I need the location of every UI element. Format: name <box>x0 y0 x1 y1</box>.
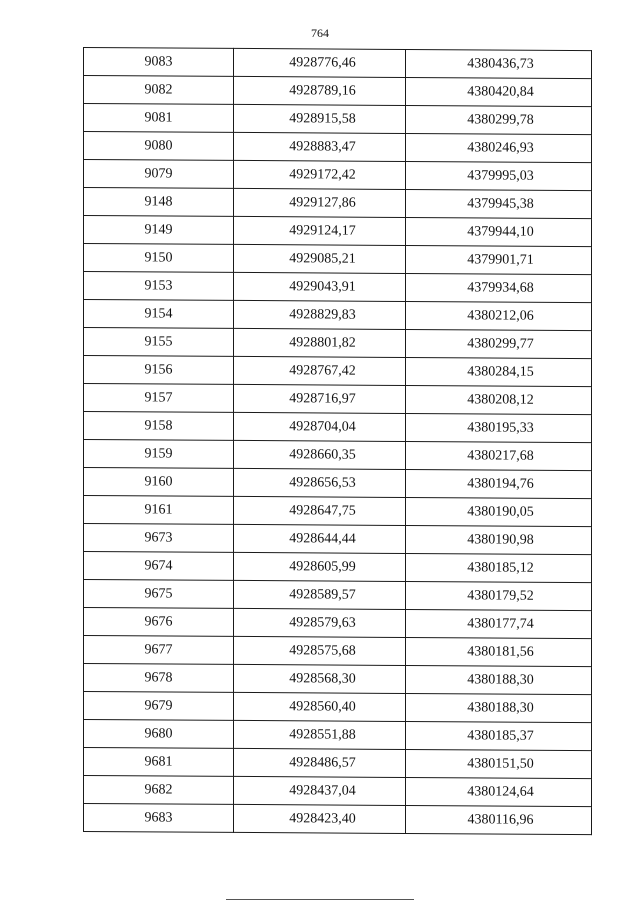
point-id-cell: 9150 <box>84 244 234 273</box>
point-id-cell: 9157 <box>84 384 234 413</box>
table-row <box>84 328 592 359</box>
point-id-cell: 9158 <box>84 412 234 441</box>
y-coordinate-cell: 4380217,68 <box>406 441 592 470</box>
point-id-cell: 9675 <box>84 580 234 609</box>
table-row <box>84 104 592 135</box>
table-row <box>84 188 592 219</box>
table-row <box>84 440 592 471</box>
y-coordinate-cell: 4380185,12 <box>406 553 592 582</box>
table-row <box>84 664 592 695</box>
x-coordinate-cell: 4928551,88 <box>234 720 406 749</box>
table-row <box>84 776 592 807</box>
point-id-cell: 9681 <box>84 748 234 777</box>
table-row <box>84 76 592 107</box>
point-id-cell: 9148 <box>84 188 234 217</box>
point-id-cell: 9674 <box>84 552 234 581</box>
point-id-cell: 9673 <box>84 524 234 553</box>
y-coordinate-cell: 4380299,77 <box>406 329 592 358</box>
y-coordinate-cell: 4380420,84 <box>406 77 592 106</box>
y-coordinate-cell: 4379934,68 <box>406 273 592 302</box>
table-row <box>84 384 592 415</box>
y-coordinate-cell: 4379945,38 <box>406 189 592 218</box>
x-coordinate-cell: 4928660,35 <box>234 440 406 469</box>
table-row <box>84 804 592 835</box>
x-coordinate-cell: 4928644,44 <box>234 524 406 553</box>
y-coordinate-cell: 4380299,78 <box>406 105 592 134</box>
point-id-cell: 9155 <box>84 328 234 357</box>
table-row <box>84 636 592 667</box>
point-id-cell: 9683 <box>84 804 234 833</box>
x-coordinate-cell: 4928915,58 <box>234 104 406 133</box>
point-id-cell: 9160 <box>84 468 234 497</box>
table-row <box>84 216 592 247</box>
table-row <box>84 692 592 723</box>
x-coordinate-cell: 4928589,57 <box>234 580 406 609</box>
point-id-cell: 9156 <box>84 356 234 385</box>
y-coordinate-cell: 4379944,10 <box>406 217 592 246</box>
table-row <box>84 748 592 779</box>
y-coordinate-cell: 4380208,12 <box>406 385 592 414</box>
table-row <box>84 48 592 79</box>
y-coordinate-cell: 4380436,73 <box>406 49 592 78</box>
table-row <box>84 132 592 163</box>
x-coordinate-cell: 4929127,86 <box>234 188 406 217</box>
footer-rule <box>226 899 414 900</box>
x-coordinate-cell: 4929085,21 <box>234 244 406 273</box>
point-id-cell: 9159 <box>84 440 234 469</box>
y-coordinate-cell: 4380151,50 <box>406 749 592 778</box>
y-coordinate-cell: 4380181,56 <box>406 637 592 666</box>
x-coordinate-cell: 4928883,47 <box>234 132 406 161</box>
x-coordinate-cell: 4928486,57 <box>234 748 406 777</box>
x-coordinate-cell: 4928579,63 <box>234 608 406 637</box>
table-row <box>84 524 592 555</box>
y-coordinate-cell: 4380246,93 <box>406 133 592 162</box>
x-coordinate-cell: 4928560,40 <box>234 692 406 721</box>
table-row <box>84 300 592 331</box>
table-row <box>84 608 592 639</box>
point-id-cell: 9682 <box>84 776 234 805</box>
point-id-cell: 9161 <box>84 496 234 525</box>
y-coordinate-cell: 4380124,64 <box>406 777 592 806</box>
x-coordinate-cell: 4928829,83 <box>234 300 406 329</box>
point-id-cell: 9079 <box>84 160 234 189</box>
y-coordinate-cell: 4380188,30 <box>406 693 592 722</box>
y-coordinate-cell: 4380177,74 <box>406 609 592 638</box>
x-coordinate-cell: 4928575,68 <box>234 636 406 665</box>
table-row <box>84 580 592 611</box>
point-id-cell: 9679 <box>84 692 234 721</box>
x-coordinate-cell: 4929124,17 <box>234 216 406 245</box>
table-row <box>84 160 592 191</box>
x-coordinate-cell: 4929172,42 <box>234 160 406 189</box>
x-coordinate-cell: 4928568,30 <box>234 664 406 693</box>
point-id-cell: 9081 <box>84 104 234 133</box>
table-row <box>84 272 592 303</box>
x-coordinate-cell: 4928656,53 <box>234 468 406 497</box>
x-coordinate-cell: 4928437,04 <box>234 776 406 805</box>
table-row <box>84 244 592 275</box>
y-coordinate-cell: 4380185,37 <box>406 721 592 750</box>
point-id-cell: 9680 <box>84 720 234 749</box>
y-coordinate-cell: 4380116,96 <box>406 805 592 834</box>
x-coordinate-cell: 4928647,75 <box>234 496 406 525</box>
point-id-cell: 9083 <box>84 48 234 77</box>
coordinates-table <box>83 47 592 835</box>
y-coordinate-cell: 4380188,30 <box>406 665 592 694</box>
x-coordinate-cell: 4928423,40 <box>234 804 406 833</box>
y-coordinate-cell: 4380284,15 <box>406 357 592 386</box>
y-coordinate-cell: 4380190,98 <box>406 525 592 554</box>
x-coordinate-cell: 4928789,16 <box>234 76 406 105</box>
x-coordinate-cell: 4928704,04 <box>234 412 406 441</box>
coordinates-table-body <box>84 48 592 835</box>
y-coordinate-cell: 4380195,33 <box>406 413 592 442</box>
point-id-cell: 9677 <box>84 636 234 665</box>
page-number: 764 <box>311 26 329 40</box>
table-row <box>84 412 592 443</box>
table-row <box>84 552 592 583</box>
table-row <box>84 468 592 499</box>
point-id-cell: 9080 <box>84 132 234 161</box>
point-id-cell: 9149 <box>84 216 234 245</box>
x-coordinate-cell: 4928716,97 <box>234 384 406 413</box>
point-id-cell: 9676 <box>84 608 234 637</box>
point-id-cell: 9082 <box>84 76 234 105</box>
x-coordinate-cell: 4928605,99 <box>234 552 406 581</box>
y-coordinate-cell: 4380179,52 <box>406 581 592 610</box>
y-coordinate-cell: 4380194,76 <box>406 469 592 498</box>
x-coordinate-cell: 4928776,46 <box>234 48 406 77</box>
y-coordinate-cell: 4379901,71 <box>406 245 592 274</box>
x-coordinate-cell: 4928801,82 <box>234 328 406 357</box>
x-coordinate-cell: 4929043,91 <box>234 272 406 301</box>
table-row <box>84 496 592 527</box>
table-row <box>84 720 592 751</box>
table-row <box>84 356 592 387</box>
y-coordinate-cell: 4380212,06 <box>406 301 592 330</box>
y-coordinate-cell: 4380190,05 <box>406 497 592 526</box>
x-coordinate-cell: 4928767,42 <box>234 356 406 385</box>
point-id-cell: 9154 <box>84 300 234 329</box>
point-id-cell: 9678 <box>84 664 234 693</box>
point-id-cell: 9153 <box>84 272 234 301</box>
y-coordinate-cell: 4379995,03 <box>406 161 592 190</box>
